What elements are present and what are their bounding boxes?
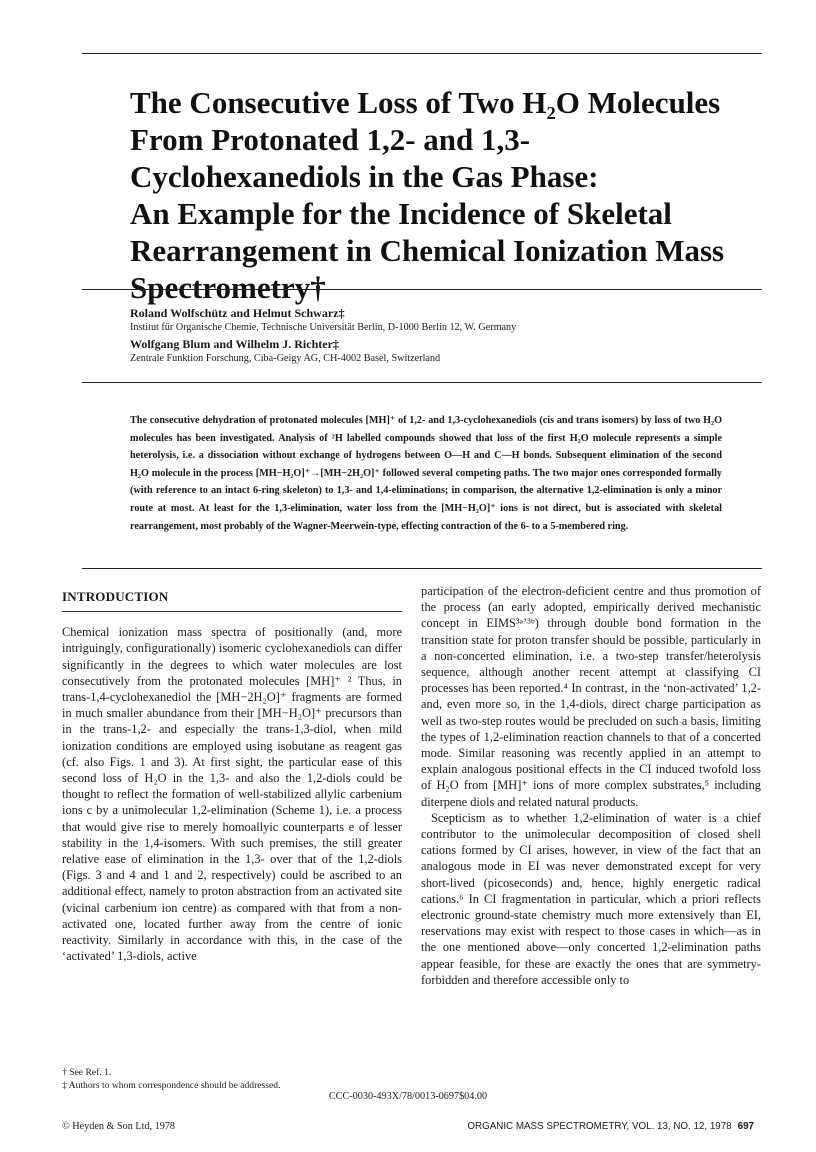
right-column [421, 583, 761, 988]
footnotes [62, 1067, 402, 1092]
copyright: © Heyden & Son Ltd, 1978 [62, 1121, 176, 1132]
intro-paragraph: Chemical ionization mass spectra of positionally (and, more intriguingly, configurationally) isomeric cyclohexanediols can differ significantly in the degrees to which water molecules are lost consecutively from the protonated molecules [MH]⁺ ² Thus, in trans-1,4-cyclohexanediol the [MH−2H₂O]⁺ fragments are formed in much smaller abundance from their [MH−H₂O]⁺ precursors than in the trans-1,2- and especially the trans-1,3-diol, when mild ionization conditions are employed using isobutane as reagent gas (cf. also Figs. 1 and 3). At first sight, the particular ease of this second loss of H₂O in the 1,3- and also the 1,2-diols could be thought to reflect the formation of well-stabilized allylic carbenium ions c by a unimolecular 1,2-elimination (Scheme 1), i.e. a process that would give rise to merely homoallyic counterparts e of lesser stability in the 1,4-isomers. With such premises, the still greater relative ease of elimination in the 1,3- over that of the 1,2-diols (Figs. 3 and 4 and 1 and 2, respectively) could be ascribed to an additional effect, namely to proton abstraction from an activated site (vicinal carbenium ion centre) as compared with that from a non-activated one, located further away from the centre of ionic reactivity. Similarly in accordance with this, in the case of the ‘activated’ 1,3-diols, active [62, 625, 402, 964]
heading-rule [62, 611, 402, 612]
author-names: Roland Wolfschütz and Helmut Schwarz‡ [130, 306, 345, 320]
author-affiliation: Institut für Organische Chemie, Technische Universität Berlin, D-1000 Berlin 12, W. Germany [130, 322, 517, 333]
title-line: From Protonated 1,2- and 1,3- [130, 122, 531, 157]
author-block [130, 306, 770, 368]
page-number: 697 [737, 1121, 754, 1132]
intro-paragraph: participation of the electron-deficient centre and thus promotion of the process (an early adopted, empirically derived mechanistic concept in EIMS³ᵃ’³ᵇ) through double bond formation in the transition state for proton transfer should be possible, particularly in a non-concerted elimination, i.e. a two-step transfer/heterolysis sequence, although another recent attempt at classifying CI processes has been reported.⁴ In contrast, in the ‘non-activated’ 1,2- and, even more so, in the 1,4-diols, direct charge participation as well as two-step routes would be precluded on such a basis, limiting the types of 1,2-elimination reaction channels to that of a concerted mode. Similar reasoning was recently applied in an attempt to explain analogous positional effects in the CI induced twofold loss of H₂O from [MH]⁺ ions of more complex substrates,⁵ including diterpene diols and related natural products. [421, 584, 761, 809]
abstract-bottom-rule [82, 568, 762, 569]
intro-paragraph: Scepticism as to whether 1,2-elimination of water is a chief contributor to the unimolecular decomposition of closed shell cations formed by CI arises, however, in view of the fact that an analogous mode in EI was never demonstrated except for very short-lived (picoseconds) and, hence, highly energetic radical cations.⁶ In CI fragmentation in particular, which a priori reflects electronic ground-state chemistry much more extensively than EI, reservations may exist with respect to those cases in which—as in the one mentioned above—only concerted 1,2-elimination paths appear feasible, for these are exactly the ones that are symmetry-forbidden and therefore accessible only to [421, 810, 761, 987]
abstract: The consecutive dehydration of protonated molecules [MH]⁺ of 1,2- and 1,3-cyclohexanediols (cis and trans isomers) by loss of two H₂O molecules has been investigated. Analysis of ²H labelled compounds showed that loss of the first H₂O molecule represents a simple heterolysis, i.e. a dissociation without exchange of hydrogens between O—H and C—H bonds. Subsequent elimination of the second H₂O molecule in the process [MH−H₂O]⁺→[MH−2H₂O]⁺ followed several competing paths. The two major ones corresponded formally (with reference to an intact 6-ring skeleton) to 1,3- and 1,4-eliminations; in comparison, the alternative 1,2-elimination is only a minor route at most. At least for the 1,3-elimination, water loss from the [MH−H₂O]⁺ ions is not direct, but is associated with skeletal rearrangement, most probably of the Wagner-Meerwein-type, effecting contraction of the 6- to a 5-membered ring. [130, 415, 722, 532]
left-column [62, 586, 402, 964]
article-title [130, 84, 770, 306]
section-heading: INTRODUCTION [62, 589, 169, 604]
journal-footer [467, 1121, 754, 1132]
top-rule [82, 53, 762, 54]
title-line: Spectrometry† [130, 270, 326, 305]
title-line: Rearrangement in Chemical Ionization Mass [130, 233, 725, 268]
title-line: The Consecutive Loss of Two H₂O Molecules [130, 85, 721, 120]
author-affiliation: Zentrale Funktion Forschung, Ciba-Geigy AG, CH-4002 Basel, Switzerland [130, 353, 441, 364]
footnote: † See Ref. 1. [62, 1067, 112, 1078]
title-line: An Example for the Incidence of Skeletal [130, 196, 672, 231]
title-line: Cyclohexanediols in the Gas Phase: [130, 159, 599, 194]
journal-citation: ORGANIC MASS SPECTROMETRY, VOL. 13, NO. 12, 1978 [467, 1121, 732, 1132]
author-names: Wolfgang Blum and Wilhelm J. Richter‡ [130, 337, 339, 351]
footnote: ‡ Authors to whom correspondence should be addressed. [62, 1079, 281, 1091]
authors-top-rule [82, 289, 762, 290]
authors-bottom-rule [82, 382, 762, 383]
ccc-code: CCC-0030-493X/78/0013-0697$04.00 [328, 1091, 488, 1102]
